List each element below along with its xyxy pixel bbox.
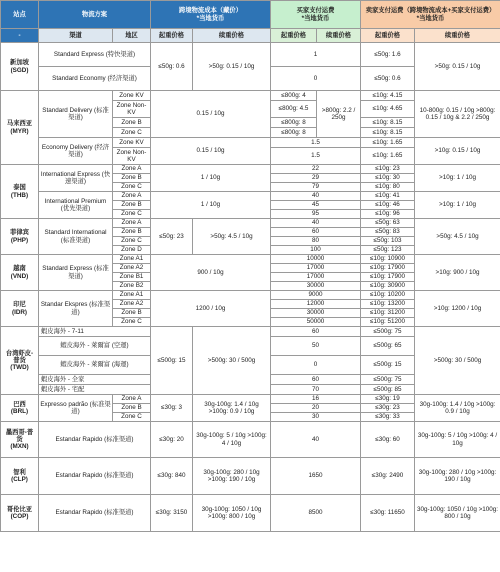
table-row <box>1 458 500 495</box>
channel-cell: Estandar Rapido (标准渠道) <box>39 422 151 458</box>
seller-cont: >50g: 4.5 / 10g <box>415 219 500 255</box>
region-cell: Zone C <box>113 128 151 138</box>
table-row <box>1 165 500 174</box>
cost-start: ≤30g: 3 <box>151 395 193 422</box>
seller-start: ≤10g: 96 <box>361 210 415 219</box>
seller-start: ≤50g: 0.6 <box>361 67 415 91</box>
seller-start: ≤500g: 75 <box>361 327 415 337</box>
seller-start: ≤50g: 123 <box>361 246 415 255</box>
table-row <box>1 138 500 148</box>
cost-start: ≤30g: 840 <box>151 458 193 495</box>
col-seller-header <box>361 1 500 29</box>
buyer-fee: 0 <box>271 356 361 375</box>
channel-cell: 蝦皮海外 - 全家 <box>39 375 151 385</box>
seller-cont: >10g: 1200 / 10g <box>415 291 500 327</box>
buyer-fee: 1.5 <box>271 138 361 148</box>
site-clp: 智利 (CLP) <box>1 458 39 495</box>
seller-start: ≤10g: 46 <box>361 201 415 210</box>
cost-start: ≤30g: 3150 <box>151 495 193 532</box>
buyer-fee: 70 <box>271 385 361 395</box>
region-cell: Zone A1 <box>113 291 151 300</box>
site-brl: 巴西 (BRL) <box>1 395 39 422</box>
col-site-header: 站点 <box>1 1 39 29</box>
cost-cont: >500g: 30 / 500g <box>193 327 271 395</box>
seller-start: ≤30g: 33 <box>361 413 415 422</box>
seller-start: ≤10g: 4.15 <box>361 91 415 101</box>
region-cell: Zone B1 <box>113 273 151 282</box>
header-row <box>1 1 500 29</box>
buyer-fee: 100 <box>271 246 361 255</box>
buyer-start: ≤800g: 8 <box>271 118 317 128</box>
region-cell: Zone KV <box>113 91 151 101</box>
seller-start: ≤50g: 83 <box>361 228 415 237</box>
cost-cont: 900 / 10g <box>151 255 271 291</box>
cost-cont: 1 / 10g <box>151 165 271 192</box>
channel-cell: 蝦皮海外 - 萊爾富 (空運) <box>39 337 151 356</box>
buyer-start: ≤800g: 8 <box>271 128 317 138</box>
cost-start: ≤50g: 0.6 <box>151 43 193 91</box>
table-row <box>1 291 500 300</box>
buyer-fee: 1650 <box>271 458 361 495</box>
region-cell: Zone Non-KV <box>113 101 151 118</box>
seller-start: ≤30g: 23 <box>361 404 415 413</box>
buyer-fee: 16 <box>271 395 361 404</box>
seller-cont: 30g-100g: 280 / 10g >100g: 190 / 10g <box>415 458 500 495</box>
channel-cell: International Express (快速渠道) <box>39 165 113 192</box>
channel-cell: Economy Delivery (经济渠道) <box>39 138 113 165</box>
seller-start: ≤10g: 30 <box>361 174 415 183</box>
buyer-start: ≤800g: 4.5 <box>271 101 317 118</box>
buyer-fee: 50000 <box>271 318 361 327</box>
buyer-sub: *当地货币 <box>301 14 330 22</box>
site-vnd: 越南 (VND) <box>1 255 39 291</box>
cost-cont: 1 / 10g <box>151 192 271 219</box>
crossborder-sub: *当地货币 <box>196 14 225 22</box>
seller-cont: >500g: 30 / 500g <box>415 327 500 395</box>
cost-cont: 30g-100g: 5 / 10g >100g: 4 / 10g <box>193 422 271 458</box>
channel-cell: 蝦皮海外 - 萊爾富 (海運) <box>39 356 151 375</box>
region-cell: Zone KV <box>113 138 151 148</box>
region-cell: Zone B <box>113 309 151 318</box>
region-cell: Zone A2 <box>113 264 151 273</box>
cost-start: ≤30g: 20 <box>151 422 193 458</box>
buyer-fee: 30 <box>271 413 361 422</box>
region-cell: Zone D <box>113 246 151 255</box>
region-cell: Zone Non-KV <box>113 148 151 165</box>
table-row <box>1 43 500 67</box>
channel-cell: Standard International (标准渠道) <box>39 219 113 255</box>
buyer-fee: 22 <box>271 165 361 174</box>
subheader-row <box>1 29 500 43</box>
table-row <box>1 395 500 404</box>
buyer-fee: 60 <box>271 327 361 337</box>
seller-start: ≤10g: 13200 <box>361 300 415 309</box>
seller-start: ≤10g: 1.65 <box>361 138 415 148</box>
seller-sub: *当地货币 <box>416 14 445 22</box>
channel-cell: Standard Express (标准渠道) <box>39 255 113 291</box>
channel-cell: 蝦皮海外 - 7-11 <box>39 327 151 337</box>
subheader-seller-cont: 续重价格 <box>415 29 500 43</box>
buyer-fee: 17000 <box>271 264 361 273</box>
seller-title: 卖家支付运费（跨境物流成本+买家支付运费） <box>365 7 496 15</box>
seller-start: ≤10g: 10900 <box>361 255 415 264</box>
region-cell: Zone C <box>113 237 151 246</box>
col-buyer-header <box>271 1 361 29</box>
channel-cell: Estandar Rapido (标准渠道) <box>39 495 151 532</box>
seller-start: ≤10g: 1.65 <box>361 148 415 165</box>
region-cell: Zone B <box>113 228 151 237</box>
table-row <box>1 255 500 264</box>
channel-cell: 蝦皮海外 - 宅配 <box>39 385 151 395</box>
seller-start: ≤10g: 80 <box>361 183 415 192</box>
buyer-fee: 8500 <box>271 495 361 532</box>
buyer-fee: 95 <box>271 210 361 219</box>
seller-cont: 30g-100g: 1050 / 10g >100g: 800 / 10g <box>415 495 500 532</box>
buyer-fee: 1.5 <box>271 148 361 165</box>
seller-start: ≤10g: 41 <box>361 192 415 201</box>
region-cell: Zone C <box>113 210 151 219</box>
buyer-fee: 12000 <box>271 300 361 309</box>
subheader-buyer-cont: 续重价格 <box>317 29 361 43</box>
subheader-channel: 渠道 <box>39 29 113 43</box>
channel-cell: International Premium (优先渠道) <box>39 192 113 219</box>
seller-cont: >10g: 1 / 10g <box>415 165 500 192</box>
channel-cell: Standar Ekspres (标准渠道) <box>39 291 113 327</box>
region-cell: Zone B2 <box>113 282 151 291</box>
buyer-fee: 79 <box>271 183 361 192</box>
buyer-fee: 29 <box>271 174 361 183</box>
site-sgd: 新加坡 (SGD) <box>1 43 39 91</box>
seller-start: ≤10g: 10200 <box>361 291 415 300</box>
seller-start: ≤50g: 103 <box>361 237 415 246</box>
buyer-fee: 80 <box>271 237 361 246</box>
site-idr: 印尼 (IDR) <box>1 291 39 327</box>
channel-cell: Standard Delivery (标准渠道) <box>39 91 113 138</box>
seller-cont: >10g: 1 / 10g <box>415 192 500 219</box>
seller-start: ≤10g: 8.15 <box>361 128 415 138</box>
table-row <box>1 192 500 201</box>
buyer-fee: 40 <box>271 422 361 458</box>
site-twd: 台湾虾皮- 普货 (TWD) <box>1 327 39 395</box>
buyer-title: 买家支付运费 <box>296 7 335 15</box>
buyer-fee: 60 <box>271 375 361 385</box>
region-cell: Zone A <box>113 192 151 201</box>
table-row <box>1 91 500 101</box>
channel-cell: Expresso padrão (标准渠道) <box>39 395 113 422</box>
region-cell: Zone B <box>113 118 151 128</box>
buyer-fee: 30000 <box>271 282 361 291</box>
buyer-fee: 45 <box>271 201 361 210</box>
subheader-seller-start: 起重价格 <box>361 29 415 43</box>
region-cell: Zone B <box>113 174 151 183</box>
cost-start: ≤50g: 23 <box>151 219 193 255</box>
region-cell: Zone C <box>113 318 151 327</box>
buyer-fee: 40 <box>271 192 361 201</box>
col-crossborder-header <box>151 1 271 29</box>
cost-start: ≤500g: 15 <box>151 327 193 395</box>
site-mxn: 墨西哥-普 货 (MXN) <box>1 422 39 458</box>
site-myr: 马来西亚 (MYR) <box>1 91 39 165</box>
channel-cell: Standard Economy (经济渠道) <box>39 67 151 91</box>
buyer-fee: 60 <box>271 228 361 237</box>
seller-start: ≤10g: 31200 <box>361 309 415 318</box>
seller-cont: 30g-100g: 5 / 10g >100g: 4 / 10g <box>415 422 500 458</box>
region-cell: Zone A1 <box>113 255 151 264</box>
seller-cont: >50g: 0.15 / 10g <box>415 43 500 91</box>
channel-cell: Standard Express (特快渠道) <box>39 43 151 67</box>
channel-cell: Estandar Rapido (标准渠道) <box>39 458 151 495</box>
buyer-fee: 9000 <box>271 291 361 300</box>
site-php: 菲律宾 (PHP) <box>1 219 39 255</box>
subheader-dash: - <box>1 29 39 43</box>
buyer-cont: >800g: 2.2 / 250g <box>317 91 361 138</box>
site-thb: 泰国 (THB) <box>1 165 39 219</box>
buyer-fee: 50 <box>271 337 361 356</box>
seller-cont: >10g: 0.15 / 10g <box>415 138 500 165</box>
cost-cont: 1200 / 10g <box>151 291 271 327</box>
crossborder-title: 跨境物流成本（藏价） <box>179 7 242 15</box>
buyer-start: ≤800g: 4 <box>271 91 317 101</box>
seller-start: ≤500g: 75 <box>361 375 415 385</box>
buyer-fee: 10000 <box>271 255 361 264</box>
seller-start: ≤10g: 4.65 <box>361 101 415 118</box>
seller-start: ≤30g: 11650 <box>361 495 415 532</box>
region-cell: Zone A2 <box>113 300 151 309</box>
table-row <box>1 422 500 458</box>
subheader-buyer-start: 起重价格 <box>271 29 317 43</box>
seller-start: ≤10g: 17900 <box>361 264 415 273</box>
seller-start: ≤30g: 2490 <box>361 458 415 495</box>
buyer-fee: 17000 <box>271 273 361 282</box>
seller-start: ≤500g: 15 <box>361 356 415 375</box>
seller-start: ≤10g: 17900 <box>361 273 415 282</box>
seller-start: ≤30g: 60 <box>361 422 415 458</box>
site-cop: 哥伦比亚 (COP) <box>1 495 39 532</box>
seller-start: ≤10g: 51200 <box>361 318 415 327</box>
cost-cont: 0.15 / 10g <box>151 91 271 138</box>
table-row <box>1 327 500 337</box>
seller-start: ≤30g: 19 <box>361 395 415 404</box>
cost-cont: 30g-100g: 1.4 / 10g >100g: 0.9 / 10g <box>193 395 271 422</box>
cost-cont: 30g-100g: 1050 / 10g >100g: 800 / 10g <box>193 495 271 532</box>
region-cell: Zone A <box>113 219 151 228</box>
region-cell: Zone A <box>113 165 151 174</box>
seller-cont: >10g: 900 / 10g <box>415 255 500 291</box>
col-plan-header: 物流方案 <box>39 1 151 29</box>
table-row <box>1 495 500 532</box>
region-cell: Zone C <box>113 413 151 422</box>
cost-cont: >50g: 0.15 / 10g <box>193 43 271 91</box>
subheader-start: 起重价格 <box>151 29 193 43</box>
seller-start: ≤500g: 65 <box>361 337 415 356</box>
seller-start: ≤10g: 30900 <box>361 282 415 291</box>
region-cell: Zone B <box>113 404 151 413</box>
seller-cont: 10-800g: 0.15 / 10g >800g: 0.15 / 10g & 2.2 / 250g <box>415 91 500 138</box>
buyer-fee: 0 <box>271 67 361 91</box>
subheader-cont: 续重价格 <box>193 29 271 43</box>
seller-start: ≤50g: 1.6 <box>361 43 415 67</box>
region-cell: Zone C <box>113 183 151 192</box>
subheader-region: 地区 <box>113 29 151 43</box>
cost-cont: 30g-100g: 280 / 10g >100g: 190 / 10g <box>193 458 271 495</box>
cost-cont: 0.15 / 10g <box>151 138 271 165</box>
seller-start: ≤10g: 23 <box>361 165 415 174</box>
buyer-fee: 30000 <box>271 309 361 318</box>
buyer-fee: 1 <box>271 43 361 67</box>
region-cell: Zone B <box>113 201 151 210</box>
table-row <box>1 219 500 228</box>
buyer-fee: 20 <box>271 404 361 413</box>
seller-start: ≤500g: 85 <box>361 385 415 395</box>
buyer-fee: 40 <box>271 219 361 228</box>
region-cell: Zone A <box>113 395 151 404</box>
seller-start: ≤50g: 63 <box>361 219 415 228</box>
seller-start: ≤10g: 8.15 <box>361 118 415 128</box>
cost-cont: >50g: 4.5 / 10g <box>193 219 271 255</box>
seller-cont: 30g-100g: 1.4 / 10g >100g: 0.9 / 10g <box>415 395 500 422</box>
